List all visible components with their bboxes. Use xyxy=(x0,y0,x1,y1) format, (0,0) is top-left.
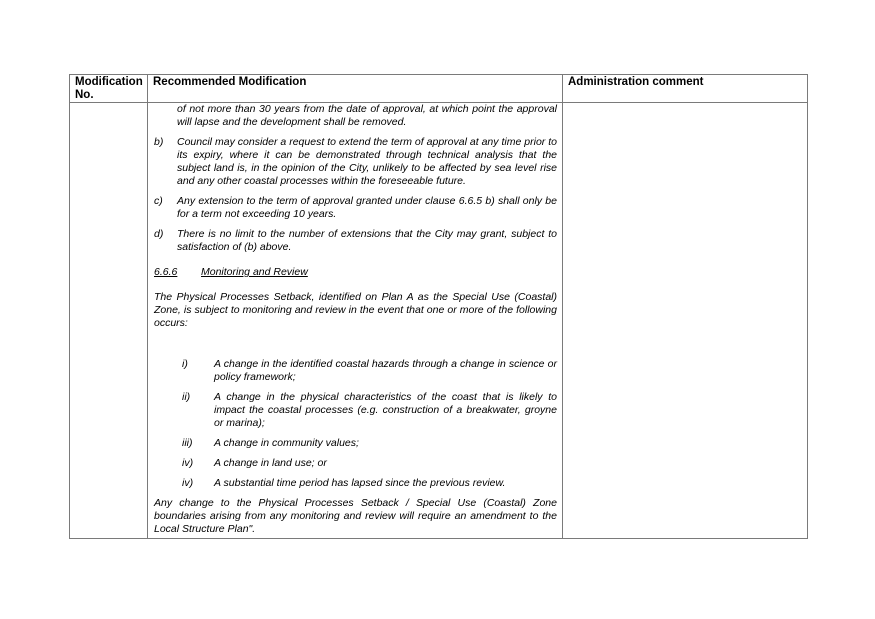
header-administration-comment: Administration comment xyxy=(563,75,808,103)
closing-paragraph: Any change to the Physical Processes Setback / Special Use (Coastal) Zone boundaries arising from any monitoring and review will require an amendment to the Local Structure Plan". xyxy=(154,497,557,535)
header-row xyxy=(70,75,808,103)
continuation-text: of not more than 30 years from the date of approval, at which point the approval will lapse and the development shall be removed. xyxy=(177,103,557,128)
item-text: There is no limit to the number of extensions that the City may grant, subject to satisfaction of (b) above. xyxy=(177,228,557,253)
sub-item-text: A change in the identified coastal hazards through a change in science or policy framework; xyxy=(214,358,557,383)
item-text: Any extension to the term of approval granted under clause 6.6.5 b) shall only be for a term not exceeding 10 years. xyxy=(177,195,557,220)
sub-item-text: A change in land use; or xyxy=(214,457,327,469)
modification-table xyxy=(69,74,808,539)
sub-item-label: iii) xyxy=(182,437,193,449)
sub-item-label: iv) xyxy=(182,457,194,469)
item-text: Council may consider a request to extend the term of approval at any time prior to its expiry, where it can be demonstrated through technical analysis that the subject land is, in the opinion of the City, unlikely to be affected by sea level rise and any other coastal processes within the foreseeable future. xyxy=(177,136,557,187)
sub-item-text: A change in community values; xyxy=(214,437,359,449)
sub-list-item xyxy=(154,391,557,430)
list-item xyxy=(154,195,557,221)
list-item xyxy=(154,136,557,188)
item-label: b) xyxy=(154,136,164,148)
sub-list-item xyxy=(154,358,557,384)
header-modification-no: Modification No. xyxy=(70,75,148,103)
section-heading xyxy=(154,266,557,279)
sub-item-text: A change in the physical characteristics of the coast that is likely to impact the coastal processes (e.g. construction of a breakwater, groyne or marina); xyxy=(214,391,557,429)
sub-list-item xyxy=(154,477,557,490)
item-label: c) xyxy=(154,195,163,207)
sub-item-text: A substantial time period has lapsed since the previous review. xyxy=(214,477,506,489)
sub-item-label: iv) xyxy=(182,477,194,489)
section-title: Monitoring and Review xyxy=(201,266,308,278)
administration-comment-cell xyxy=(563,103,808,539)
section-number: 6.6.6 xyxy=(154,266,178,278)
section-intro: The Physical Processes Setback, identified on Plan A as the Special Use (Coastal) Zone, is subject to monitoring and review in the event that one or more of the following occurs: xyxy=(154,291,557,329)
item-label: d) xyxy=(154,228,164,240)
sub-item-label: i) xyxy=(182,358,188,370)
header-recommended-modification: Recommended Modification xyxy=(148,75,563,103)
table-row xyxy=(70,103,808,539)
list-item xyxy=(154,228,557,254)
recommended-modification-cell xyxy=(148,103,563,539)
sub-list-item xyxy=(154,437,557,450)
sub-list-item xyxy=(154,457,557,470)
sub-item-label: ii) xyxy=(182,391,191,403)
modification-number-cell xyxy=(70,103,148,539)
